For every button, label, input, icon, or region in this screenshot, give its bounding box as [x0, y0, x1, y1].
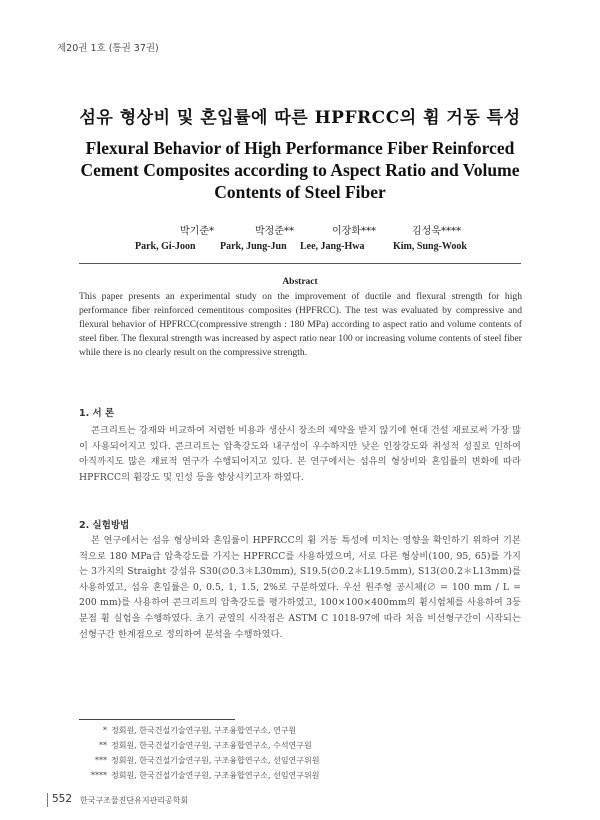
author-name-en: Kim, Sung-Wook: [393, 241, 467, 252]
footnote: ** 정회원, 한국건설기술연구원, 구조융합연구소, 수석연구원: [99, 741, 312, 750]
author-name-ko: 이장화***: [332, 226, 376, 237]
header-divider: [79, 263, 521, 264]
section-heading-introduction: 1. 서 론: [79, 408, 115, 419]
author-name-ko: 김성욱****: [412, 226, 461, 237]
abstract-text: This paper presents an experimental study on the improvement of ductile and flexural strength for high performance fiber reinforced cementitous composites (HPFRCC). The test was evaluated by compressive and flexural behavior of HPFRCC(compressive strength : 180 MPa) according to aspect ratio and volume contents of steel fiber. The flexural strength was increased by aspect ratio near 100 or increasing volume contents of steel fiber while there is no clearly result on the compressive strength.: [79, 291, 522, 358]
authors-english: [0, 241, 600, 255]
page-number-divider: [47, 793, 48, 807]
section-text-introduction: 콘크리트는 강재와 비교하여 저렴한 비용과 생산시 장소의 제약을 받지 않기에 현대 건설 재료로써 가장 많이 사용되어지고 있다. 콘크리트는 압축강도와 내구성이 우수하지만 낮은 인장강도와 취성적 성질로 인하여 아직까지도 많은 재료적 연구가 수행되어지고 있다. 본 연구에서는 섬유의 형상비와 혼입률의 변화에 따라 HPFRCC의 휨강도 및 인성 등을 향상시키고자 하였다.: [79, 425, 521, 483]
footnote: **** 정회원, 한국건설기술연구원, 구조융합연구소, 선임연구위원: [91, 771, 320, 780]
section-heading-method: 2. 실험방법: [79, 520, 130, 531]
footnote-divider: [79, 719, 235, 720]
abstract-heading: Abstract: [282, 277, 318, 287]
author-name-en: Park, Jung-Jun: [220, 241, 287, 252]
author-name-en: Park, Gi-Joon: [135, 241, 196, 252]
author-name-en: Lee, Jang-Hwa: [300, 241, 365, 252]
footnote: * 정회원, 한국건설기술연구원, 구조융합연구소, 연구원: [103, 726, 297, 735]
section-text-method: 본 연구에서는 섬유 형상비와 혼입률이 HPFRCC의 휨 거동 특성에 미치는 영향을 확인하기 위하여 기본적으로 180 MPa급 압축강도를 가지는 HPFRCC를 사용하였으며, 서로 다른 형상비(100, 95, 65)를 가지는 3가지의 Straight 강섬유 S30(∅0.3＊L30mm), S19.5(∅0.2＊L19.5mm), S13(∅0.2＊L13mm)를 사용하였고, 섬유 혼입률은 0, 0.5, 1, 1.5, 2%로 구분하였다. 우선 원주형 공시체(∅ = 100 mm / L = 200 mm)를 사용하여 콘크리트의 압축강도를 평가하였고, 100×100×400mm의 휨시험체를 사용하여 3등분점 휨 실험을 수행하였다. 초기 균열의 시작점은 ASTM C 1018-97에 따라 처음 비선형구간이 시작되는 선형구간 한계점으로 정의하여 분석을 수행하였다.: [79, 535, 521, 640]
page-number: 552: [52, 793, 73, 805]
title-korean: 섬유 형상비 및 혼입률에 따른 HPFRCC의 휨 거동 특성: [79, 108, 521, 128]
author-name-ko: 박정준**: [255, 226, 294, 237]
footnote: *** 정회원, 한국건설기술연구원, 구조융합연구소, 선임연구위원: [95, 756, 320, 765]
title-english: Flexural Behavior of High Performance Fiber Reinforced Cement Composites according to Aspect Ratio and Volume Contents of Steel Fiber: [80, 138, 520, 202]
running-head: 제20권 1호 (통권 37권): [57, 43, 159, 54]
author-name-ko: 박기준*: [180, 226, 214, 237]
footnotes: [79, 723, 479, 783]
authors-korean: [0, 222, 600, 236]
journal-name: 한국구조물진단유지관리공학회: [80, 796, 189, 805]
